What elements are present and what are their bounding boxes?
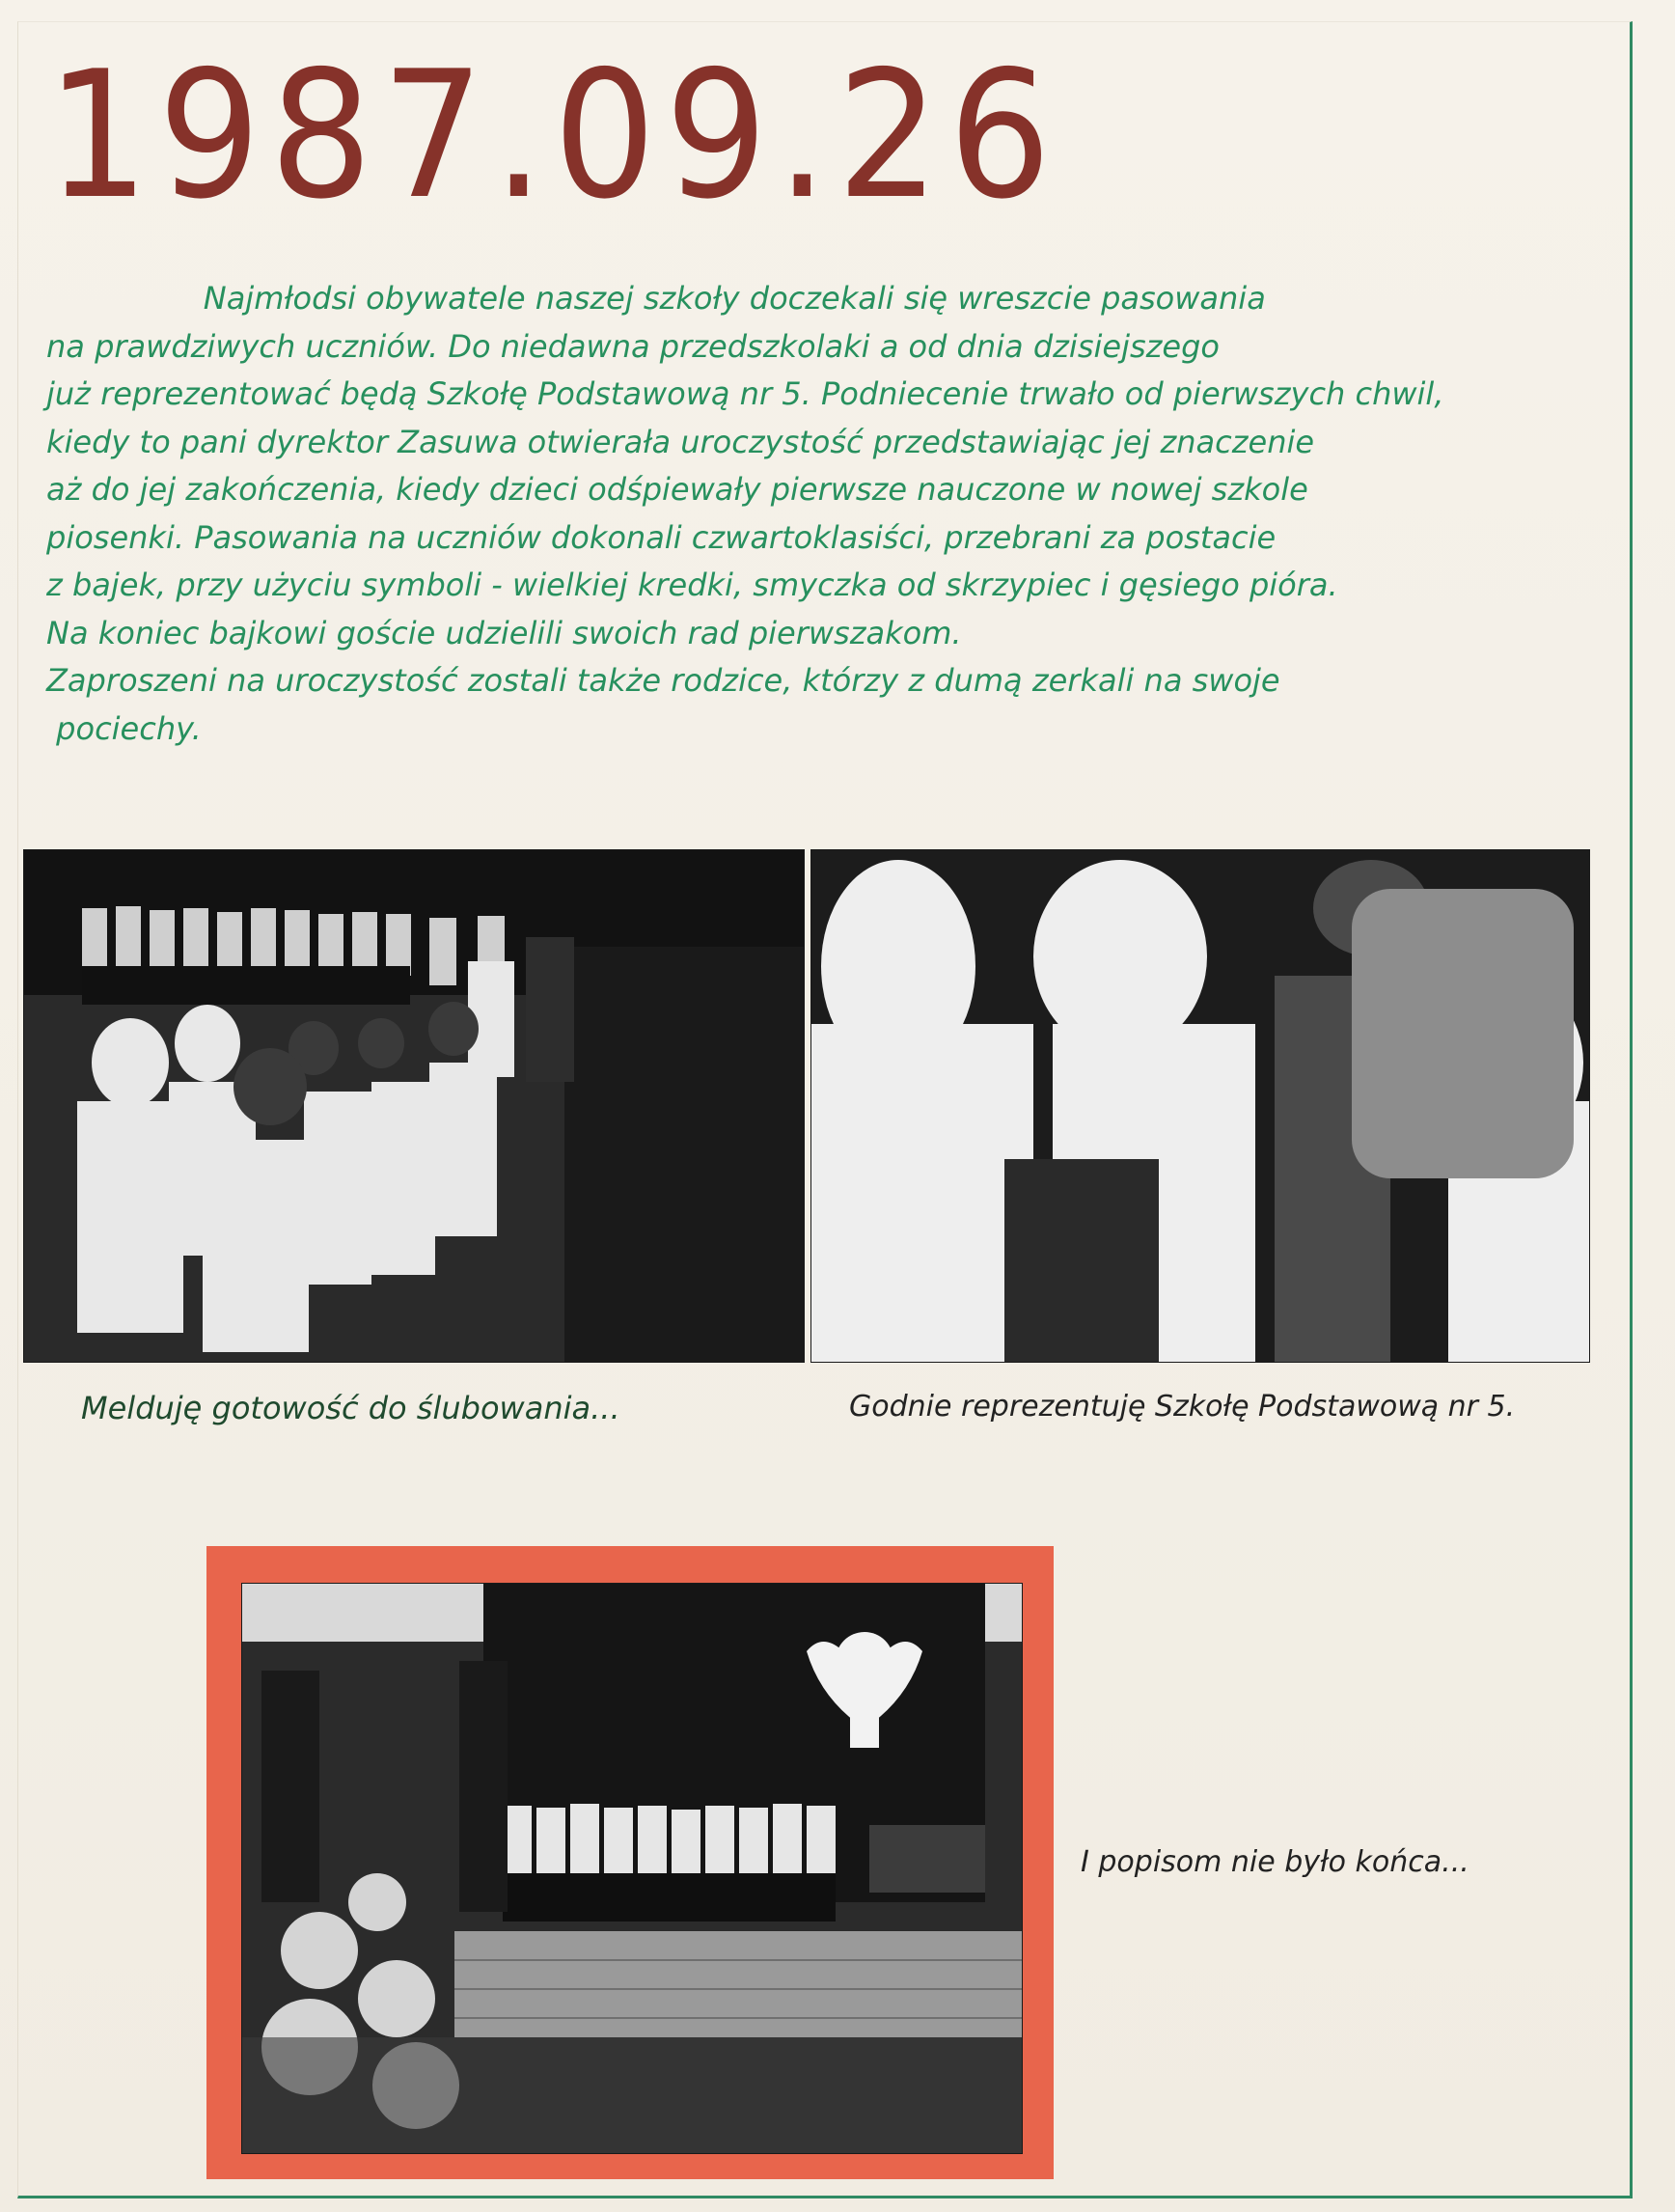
note-line: z bajek, przy użyciu symboli - wielkiej kredki, smyczka od skrzypiec i gęsiego pióra.	[46, 567, 1338, 603]
photo-performance	[241, 1583, 1023, 2154]
note-line: już reprezentować będą Szkołę Podstawową nr 5. Podniecenie trwało od pierwszych chwil,	[46, 375, 1444, 412]
note-line: kiedy to pani dyrektor Zasuwa otwierała uroczystość przedstawiając jej znaczenie	[46, 423, 1315, 460]
photo-caption: Godnie reprezentuję Szkołę Podstawową nr 5.	[849, 1390, 1516, 1424]
photo-caption: Melduję gotowość do ślubowania...	[81, 1390, 620, 1426]
photo-pledge-closeup	[810, 849, 1590, 1363]
note-line: aż do jej zakończenia, kiedy dzieci odśpiewały pierwsze nauczone w nowej szkole	[46, 471, 1308, 508]
note-line: piosenki. Pasowania na uczniów dokonali czwartoklasiści, przebrani za postacie	[46, 518, 1277, 556]
note-line: Na koniec bajkowi goście udzielili swoich rad pierwszakom.	[46, 614, 962, 651]
note-line: na prawdziwych uczniów. Do niedawna przedszkolaki a od dnia dzisiejszego	[46, 327, 1220, 365]
handwritten-note	[46, 275, 1609, 753]
note-line: pociechy.	[46, 709, 202, 747]
note-line: Najmłodsi obywatele naszej szkoły doczekali się wreszcie pasowania	[46, 280, 1266, 317]
photo-caption: I popisom nie było końca...	[1081, 1845, 1469, 1879]
date-heading: 1987.09.26	[46, 33, 1060, 237]
photo-pledge-lineup	[23, 849, 805, 1363]
note-line: Zaproszeni na uroczystość zostali także rodzice, którzy z dumą zerkali na swoje	[46, 662, 1280, 699]
